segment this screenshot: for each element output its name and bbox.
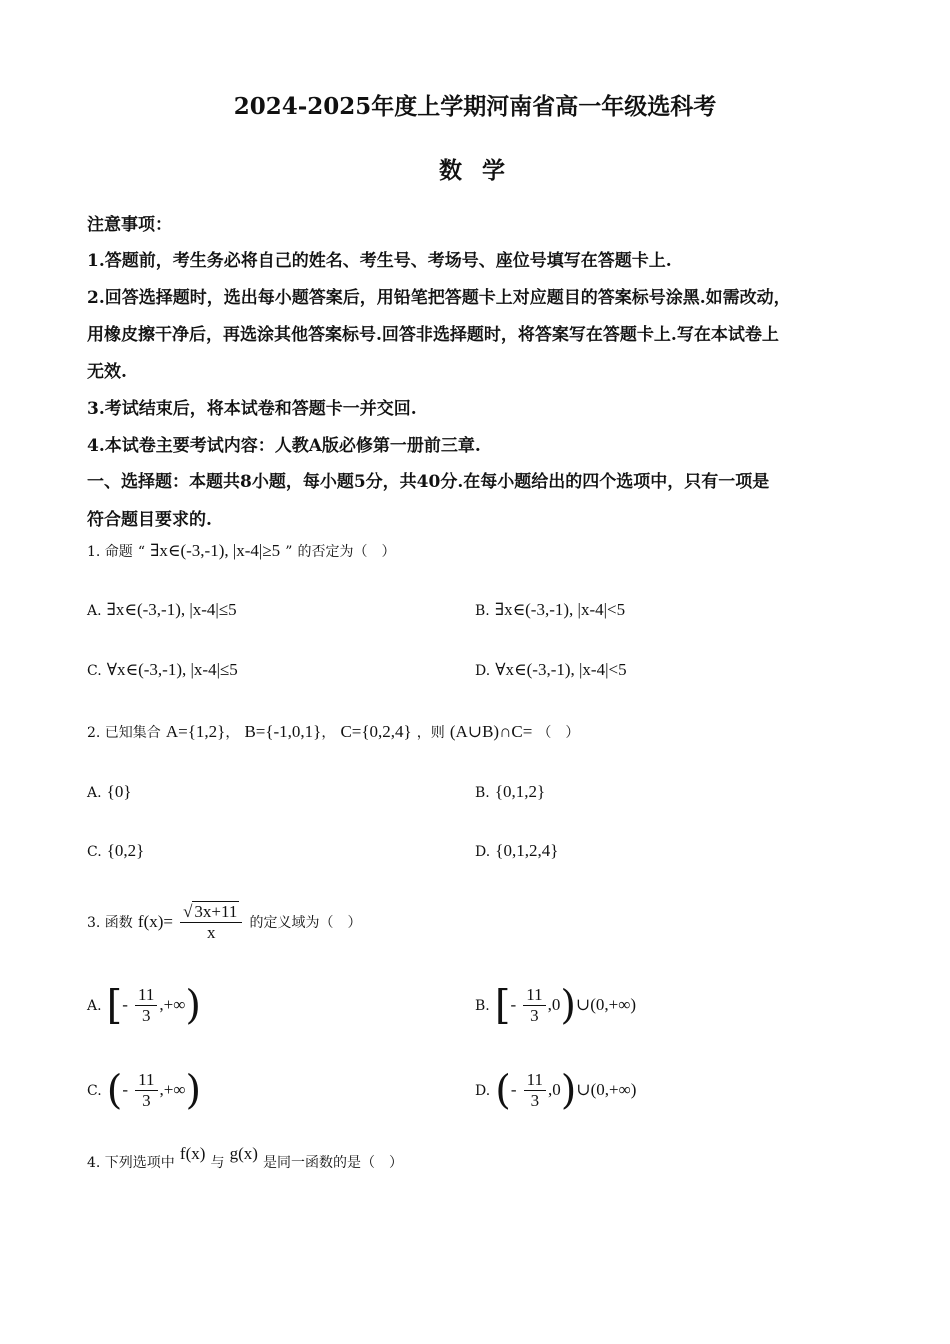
option-label: A. [87, 998, 102, 1014]
option-formula: ,0 [548, 1080, 561, 1099]
q1-option-d[interactable] [475, 660, 627, 680]
option-fraction: $\frac{11}{3}$ [135, 1070, 157, 1111]
q3-numerator: 3x+11 [194, 902, 238, 921]
option-formula: ,0 [547, 995, 561, 1014]
option-label: C. [87, 1083, 102, 1099]
q3-prefix: 3. 函数 [87, 915, 133, 931]
option-label: D. [475, 1083, 491, 1099]
q2-set-c: C={0,2,4} [340, 722, 412, 741]
option-formula: ,+∞ [159, 995, 186, 1014]
q2-option-c[interactable] [87, 841, 144, 861]
subject-title: 数 学 [438, 157, 511, 184]
q3-suffix: 的定义域为（ ） [249, 915, 362, 931]
notice-item-4: 4.本试卷主要考试内容：人教A版必修第一册前三章. [87, 436, 481, 456]
q2-suffix: （ ） [537, 725, 580, 741]
notice-item-3: 3.考试结束后，将本试卷和答题卡一并交回. [87, 399, 417, 419]
option-label: A. [87, 603, 102, 619]
q2-option-d[interactable] [475, 841, 558, 861]
q3-fraction: $\frac{√ 3x+11}{x}$ [180, 902, 242, 943]
option-label: B. [475, 603, 490, 619]
q3-denominator: x [206, 923, 216, 942]
question-3-stem [87, 902, 361, 943]
option-fraction: $\frac{11}{3}$ [135, 985, 157, 1026]
option-formula: ∀x∈(-3,-1), |x-4|≤5 [106, 660, 238, 679]
question-4-stem [87, 1144, 403, 1172]
notice-item-1: 1.答题前，考生务必将自己的姓名、考生号、考场号、座位号填写在答题卡上. [87, 251, 672, 271]
q1-option-a[interactable] [87, 600, 237, 620]
q1-stem-formula: ∃x∈(-3,-1), |x-4|≥5 [150, 541, 281, 560]
q3-option-d[interactable]: D. (- $\frac{11}{3}$ ,0)∪(0,+∞) [475, 1067, 637, 1114]
exam-title: 2024-2025年度上学期河南省高一年级选科考 [233, 93, 717, 120]
option-formula: {0,1,2,4} [495, 841, 559, 860]
option-union: ∪(0,+∞) [575, 995, 636, 1014]
option-fraction: $\frac{11}{3}$ [524, 1070, 546, 1111]
notice-heading: 注意事项： [87, 215, 172, 235]
option-fraction: $\frac{11}{3}$ [523, 985, 545, 1026]
q2-expression: (A∪B)∩C= [449, 722, 533, 741]
option-label: B. [475, 998, 490, 1014]
q1-prefix: 1. 命题 [87, 544, 133, 560]
option-union: ∪(0,+∞) [576, 1080, 637, 1099]
q3-option-b[interactable]: B. [- $\frac{11}{3}$ ,0)∪(0,+∞) [475, 982, 636, 1029]
q4-prefix: 4. 下列选项中 [87, 1155, 175, 1171]
option-label: A. [87, 785, 102, 801]
option-formula: {0,1,2} [494, 782, 546, 801]
q2-set-b: B={-1,0,1} [244, 722, 322, 741]
option-label: D. [475, 663, 491, 679]
q3-option-c[interactable]: C. (- $\frac{11}{3}$ ,+∞) [87, 1067, 202, 1114]
q4-function-g: g(x) [229, 1144, 258, 1163]
q1-suffix: 的否定为（ ） [297, 544, 396, 560]
option-formula: ,+∞ [159, 1080, 186, 1099]
option-formula: ∃x∈(-3,-1), |x-4|<5 [494, 600, 626, 619]
q4-mid: 与 [210, 1155, 225, 1171]
option-label: B. [475, 785, 490, 801]
option-label: D. [475, 844, 491, 860]
option-formula: ∃x∈(-3,-1), |x-4|≤5 [106, 600, 237, 619]
q1-open-quote: “ [137, 544, 146, 560]
question-1-stem [87, 541, 396, 561]
q4-function-f: f(x) [179, 1144, 206, 1163]
notice-item-2-line1: 2.回答选择题时，选出每小题答案后，用铅笔把答题卡上对应题目的答案标号涂黑.如需改动， [87, 288, 791, 308]
option-formula: ∀x∈(-3,-1), |x-4|<5 [495, 660, 627, 679]
option-formula: {0} [106, 782, 132, 801]
question-2-stem: 2. 已知集合 A={1,2}， B={-1,0,1}， C={0,2,4} ，则 (A∪B)∩C= （ ） [87, 722, 580, 741]
q1-option-b[interactable] [475, 600, 625, 620]
notice-item-2-line2: 用橡皮擦干净后，再选涂其他答案标号.回答非选择题时，将答案写在答题卡上.写在本试卷上 [87, 325, 779, 345]
q2-set-a: A={1,2} [165, 722, 226, 741]
q3-option-a[interactable]: A. [- $\frac{11}{3}$ ,+∞) [87, 982, 201, 1029]
q3-function-name: f(x)= [137, 912, 173, 931]
q2-option-a[interactable] [87, 782, 131, 802]
notice-item-2-line3: 无效. [87, 362, 127, 382]
section-instruction-line1: 一、选择题：本题共8小题，每小题5分，共40分.在每小题给出的四个选项中，只有一项是 [87, 472, 770, 492]
q2-mid: ，则 [416, 725, 445, 741]
option-label: C. [87, 844, 102, 860]
q2-option-b[interactable] [475, 782, 545, 802]
q2-prefix: 2. 已知集合 [87, 725, 161, 741]
option-formula: {0,2} [106, 841, 145, 860]
q1-option-c[interactable] [87, 660, 238, 680]
section-instruction-line2: 符合题目要求的. [87, 510, 212, 530]
option-label: C. [87, 663, 102, 679]
q4-suffix: 是同一函数的是（ ） [263, 1155, 403, 1171]
q1-close-quote: ” [285, 544, 293, 560]
